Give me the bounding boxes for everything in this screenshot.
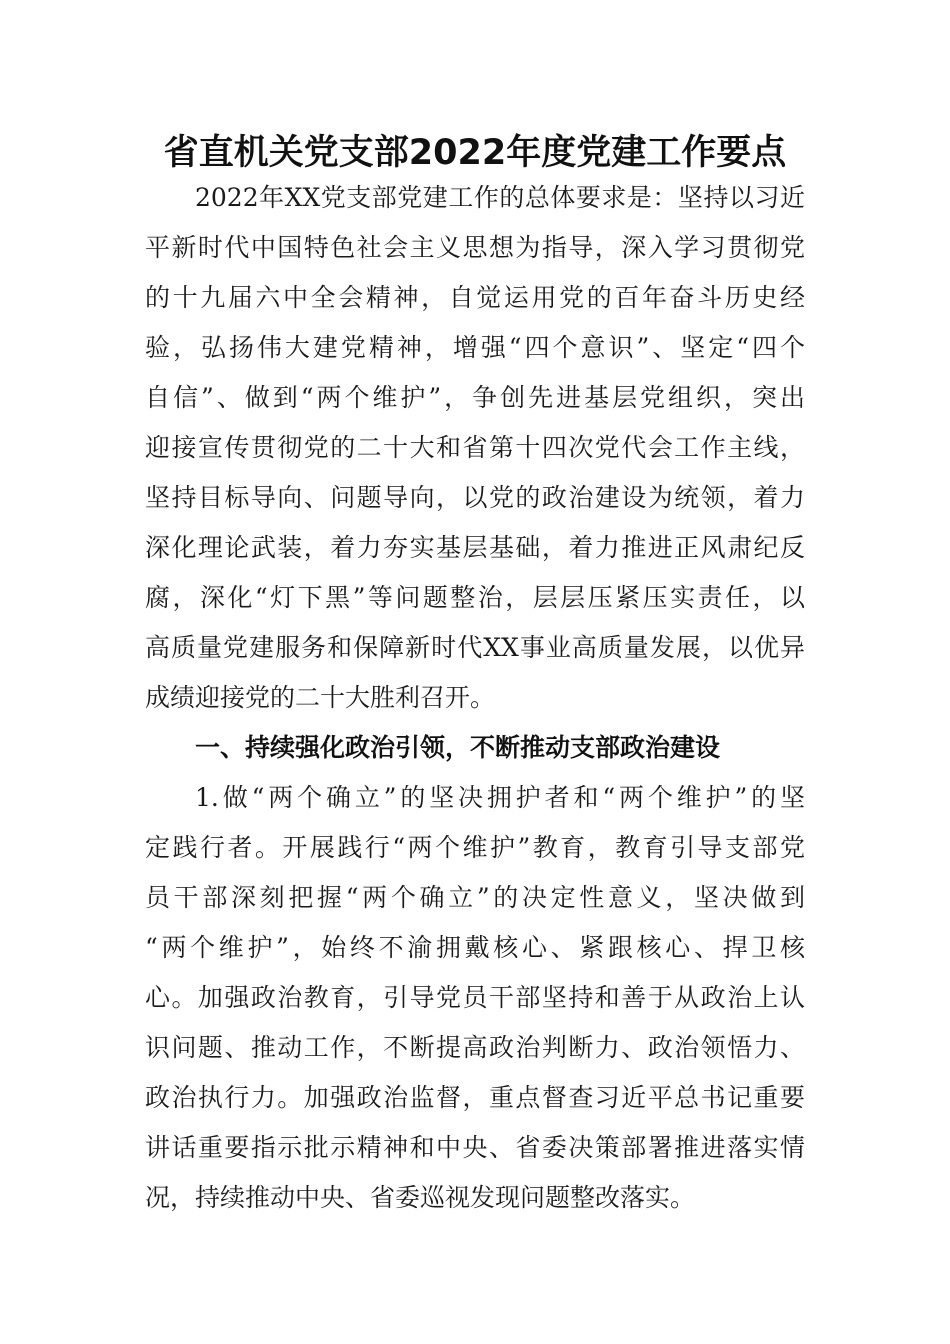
intro-line: 自信”、做到“两个维护”，争创先进基层党组织，突出: [145, 383, 805, 412]
intro-line: 腐，深化“灯下黑”等问题整治，层层压紧压实责任，以: [145, 583, 805, 612]
intro-line: 的十九届六中全会精神，自觉运用党的百年奋斗历史经: [145, 283, 805, 312]
intro-line: 高质量党建服务和保障新时代XX事业高质量发展，以优异: [145, 633, 805, 662]
intro-line: 平新时代中国特色社会主义思想为指导，深入学习贯彻党: [145, 233, 805, 262]
intro-line: 深化理论武装，着力夯实基层基础，着力推进正风肃纪反: [145, 533, 805, 562]
intro-line: 坚持目标导向、问题导向，以党的政治建设为统领，着力: [145, 483, 805, 512]
section-heading: 一、持续强化政治引领，不断推动支部政治建设: [195, 733, 721, 762]
item-line: 1.做“两个确立”的坚决拥护者和“两个维护”的坚: [195, 783, 805, 812]
item-line: 讲话重要指示批示精神和中央、省委决策部署推进落实情: [145, 1133, 805, 1162]
item-line: “两个维护”，始终不渝拥戴核心、紧跟核心、捍卫核: [145, 933, 805, 962]
item-line: 定践行者。开展践行“两个维护”教育，教育引导支部党: [145, 833, 805, 862]
item-line: 员干部深刻把握“两个确立”的决定性意义，坚决做到: [145, 883, 805, 912]
intro-line: 验，弘扬伟大建党精神，增强“四个意识”、坚定“四个: [145, 333, 805, 362]
item-line: 心。加强政治教育，引导党员干部坚持和善于从政治上认: [145, 983, 805, 1012]
document-title: 省直机关党支部2022年度党建工作要点: [163, 133, 787, 173]
intro-line: 迎接宣传贯彻党的二十大和省第十四次党代会工作主线，: [145, 433, 805, 462]
item-line: 况，持续推动中央、省委巡视发现问题整改落实。: [145, 1183, 696, 1212]
item-line: 识问题、推动工作，不断提高政治判断力、政治领悟力、: [145, 1033, 805, 1062]
intro-line: 2022年XX党支部党建工作的总体要求是：坚持以习近: [195, 183, 805, 212]
item-line: 政治执行力。加强政治监督，重点督查习近平总书记重要: [145, 1083, 805, 1112]
intro-line: 成绩迎接党的二十大胜利召开。: [145, 683, 496, 712]
